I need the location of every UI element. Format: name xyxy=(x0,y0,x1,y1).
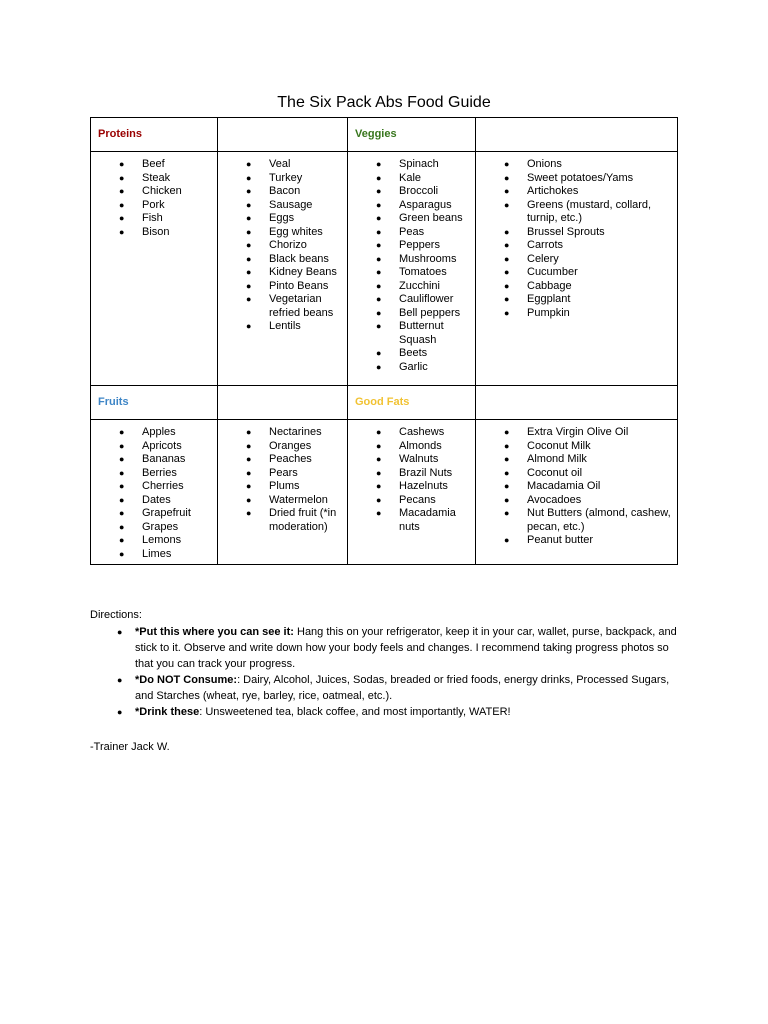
list-item-text: Beef xyxy=(142,158,165,170)
header-cell-proteins xyxy=(91,118,218,152)
list-item-text: Lentils xyxy=(269,320,301,332)
bullet-icon: ● xyxy=(117,675,123,685)
page-title: The Six Pack Abs Food Guide xyxy=(277,94,491,111)
list-item-text: Sausage xyxy=(269,198,313,211)
list-item-text: Egg whites xyxy=(269,225,323,238)
list-item xyxy=(348,253,475,267)
list-item xyxy=(218,212,347,226)
list-item-text: Asparagus xyxy=(399,198,452,211)
bullet-icon: ● xyxy=(246,226,252,237)
list-item xyxy=(91,480,217,494)
list-item xyxy=(91,507,217,521)
bullet-icon: ● xyxy=(504,267,510,277)
list-item-text: Zucchini xyxy=(399,279,440,292)
bullet-icon: ● xyxy=(376,172,382,183)
list-item xyxy=(348,426,475,440)
list-item xyxy=(218,185,347,199)
bullet-icon: ● xyxy=(376,440,382,451)
list-item xyxy=(91,426,217,440)
bullet-icon: ● xyxy=(376,186,382,196)
bullet-icon: ● xyxy=(117,707,123,717)
bullet-icon: ● xyxy=(504,172,510,183)
bullet-icon: ● xyxy=(504,427,510,437)
list-item-text: Carrots xyxy=(527,239,564,251)
list-item xyxy=(218,480,347,494)
list-item-text: Peppers xyxy=(399,239,440,251)
list-item-text: Limes xyxy=(142,547,172,560)
proteins-list xyxy=(91,158,217,239)
list-item xyxy=(348,172,475,186)
bullet-icon: ● xyxy=(376,294,382,304)
list-item xyxy=(91,494,217,508)
list-item xyxy=(348,185,475,199)
veggies-list xyxy=(476,158,677,320)
bullet-icon: ● xyxy=(246,294,252,304)
list-item xyxy=(348,440,475,454)
bullet-icon: ● xyxy=(246,213,252,223)
list-item xyxy=(218,293,347,320)
list-item-text: Pumpkin xyxy=(527,306,570,319)
list-item xyxy=(218,172,347,186)
bullet-icon: ● xyxy=(246,172,252,183)
list-item-text: Steak xyxy=(142,171,171,184)
list-item-text: Hazelnuts xyxy=(399,480,448,492)
bullet-icon: ● xyxy=(246,454,252,464)
direction-item-heading: *Put this where you can see it: xyxy=(135,626,294,638)
list-item xyxy=(91,453,217,467)
bullet-icon: ● xyxy=(376,467,382,478)
list-item-text: Eggs xyxy=(269,212,295,224)
list-item xyxy=(348,307,475,321)
list-item-text: Plums xyxy=(269,480,300,492)
list-item-text: Cherries xyxy=(142,480,184,492)
header-cell-empty xyxy=(218,386,348,420)
bullet-icon: ● xyxy=(376,494,382,505)
list-item-text: Kidney Beans xyxy=(269,266,337,278)
header-cell-empty xyxy=(218,118,348,152)
list-item-text: Onions xyxy=(527,158,562,170)
list-item-text: Chorizo xyxy=(269,239,307,251)
list-item xyxy=(218,507,347,534)
list-item-text: Broccoli xyxy=(399,185,439,197)
list-item-text: Oranges xyxy=(269,439,312,452)
list-item xyxy=(476,158,677,172)
directions-heading-colon: : xyxy=(138,609,142,621)
direction-item-heading: *Do NOT Consume: xyxy=(135,674,238,686)
list-item xyxy=(476,426,677,440)
bullet-icon: ● xyxy=(376,348,382,358)
bullet-icon: ● xyxy=(504,494,510,505)
bullet-icon: ● xyxy=(246,280,252,291)
bullet-icon: ● xyxy=(376,427,382,437)
bullet-icon: ● xyxy=(376,361,382,372)
list-item xyxy=(348,453,475,467)
list-item-text: Nectarines xyxy=(269,426,322,438)
bullet-icon: ● xyxy=(504,199,510,210)
bullet-icon: ● xyxy=(376,454,382,464)
list-item xyxy=(218,266,347,280)
list-item xyxy=(348,199,475,213)
bullet-icon: ● xyxy=(376,307,382,318)
list-item-text: Extra Virgin Olive Oil xyxy=(527,426,629,438)
list-item-text: Macadamia Oil xyxy=(527,480,601,492)
list-item-text: Vegetarian refried beans xyxy=(269,293,334,319)
list-cell xyxy=(91,152,218,386)
signature: -Trainer Jack W. xyxy=(90,741,170,753)
list-item xyxy=(218,226,347,240)
list-item xyxy=(91,158,217,172)
list-item-text: Peaches xyxy=(269,453,312,465)
bullet-icon: ● xyxy=(504,440,510,451)
list-item xyxy=(218,440,347,454)
list-item xyxy=(476,226,677,240)
list-item xyxy=(91,467,217,481)
bullet-icon: ● xyxy=(376,481,382,491)
header-cell-empty xyxy=(476,118,678,152)
bullet-icon: ● xyxy=(504,467,510,478)
bullet-icon: ● xyxy=(376,321,382,331)
list-item xyxy=(91,548,217,562)
list-item-text: Walnuts xyxy=(399,453,439,465)
bullet-icon: ● xyxy=(504,508,510,518)
list-item-text: Grapes xyxy=(142,520,179,533)
list-item-text: Pears xyxy=(269,466,298,479)
list-item xyxy=(218,453,347,467)
list-item-text: Artichokes xyxy=(527,185,579,197)
bullet-icon: ● xyxy=(119,508,125,518)
list-item xyxy=(91,521,217,535)
list-item-text: Watermelon xyxy=(269,493,328,506)
bullet-icon: ● xyxy=(246,508,252,518)
table-header-row xyxy=(91,118,678,152)
list-item-text: Green beans xyxy=(399,212,463,224)
list-item-text: Tomatoes xyxy=(399,266,447,278)
list-item xyxy=(91,440,217,454)
bullet-icon: ● xyxy=(119,535,125,545)
direction-item-heading: *Drink these xyxy=(135,706,200,718)
list-item-text: Butternut Squash xyxy=(399,320,444,346)
list-item xyxy=(348,266,475,280)
list-item-text: Cauliflower xyxy=(399,293,454,305)
list-item xyxy=(476,199,677,226)
direction-item-text: Hang this on your refrigerator, keep it in your car, wallet, purse, backpack, and stick to it. Observe and write down how your body feels and changes. I recommend taking progress photos so that you can track your progress. xyxy=(135,626,677,670)
list-item xyxy=(348,212,475,226)
list-item xyxy=(91,226,217,240)
header-cell-veggies xyxy=(348,118,476,152)
bullet-icon: ● xyxy=(376,213,382,223)
list-item xyxy=(476,239,677,253)
bullet-icon: ● xyxy=(246,267,252,277)
list-item xyxy=(218,426,347,440)
good-fats-label: Good Fats xyxy=(355,395,410,408)
bullet-icon: ● xyxy=(119,159,125,169)
list-item-text: Chicken xyxy=(142,185,182,197)
list-item-text: Grapefruit xyxy=(142,507,191,519)
list-item-text: Avocadoes xyxy=(527,493,582,506)
list-item xyxy=(476,453,677,467)
list-item-text: Almonds xyxy=(399,439,442,452)
list-item xyxy=(218,158,347,172)
list-item xyxy=(348,158,475,172)
list-item-text: Pinto Beans xyxy=(269,279,329,292)
bullet-icon: ● xyxy=(376,240,382,250)
bullet-icon: ● xyxy=(119,481,125,491)
bullet-icon: ● xyxy=(246,467,252,478)
proteins-label: Proteins xyxy=(98,127,143,140)
bullet-icon: ● xyxy=(504,481,510,491)
list-item xyxy=(348,320,475,347)
bullet-icon: ● xyxy=(504,307,510,318)
list-item-text: Greens (mustard, collard, turnip, etc.) xyxy=(527,198,652,224)
bullet-icon: ● xyxy=(246,481,252,491)
list-item xyxy=(476,467,677,481)
list-item xyxy=(476,480,677,494)
direction-item xyxy=(90,624,680,672)
bullet-icon: ● xyxy=(246,199,252,210)
bullet-icon: ● xyxy=(376,280,382,291)
veggies-list xyxy=(348,158,475,374)
list-item-text: Spinach xyxy=(399,158,439,170)
list-item xyxy=(348,226,475,240)
bullet-icon: ● xyxy=(119,467,125,478)
list-item-text: Black beans xyxy=(269,252,329,265)
list-item-text: Eggplant xyxy=(527,293,571,305)
list-item-text: Veal xyxy=(269,158,291,170)
bullet-icon: ● xyxy=(376,267,382,277)
list-item-text: Apricots xyxy=(142,439,182,452)
proteins-list xyxy=(218,158,347,334)
list-item-text: Celery xyxy=(527,252,559,265)
list-item xyxy=(476,185,677,199)
list-item xyxy=(218,253,347,267)
fruits-label: Fruits xyxy=(98,395,129,408)
list-item xyxy=(218,320,347,334)
direction-item-text: : Dairy, Alcohol, Juices, Sodas, breaded or fried foods, energy drinks, Processed Sugars, and Starches (wheat, rye, barley, rice, oatmeal, etc.). xyxy=(135,674,670,702)
directions-list xyxy=(90,624,680,720)
directions-section xyxy=(90,607,680,720)
list-cell xyxy=(218,152,348,386)
good-fats-list xyxy=(348,426,475,534)
list-item-text: Pork xyxy=(142,198,165,211)
list-item-text: Brussel Sprouts xyxy=(527,225,605,238)
list-item-text: Garlic xyxy=(399,360,428,373)
bullet-icon: ● xyxy=(504,240,510,250)
list-item-text: Coconut Milk xyxy=(527,439,591,452)
list-item xyxy=(218,239,347,253)
list-item xyxy=(218,467,347,481)
veggies-label: Veggies xyxy=(355,127,397,140)
list-item-text: Fish xyxy=(142,212,163,224)
food-guide-table xyxy=(90,117,678,565)
bullet-icon: ● xyxy=(376,226,382,237)
list-cell xyxy=(476,152,678,386)
list-item-text: Pecans xyxy=(399,493,436,506)
list-cell xyxy=(348,420,476,565)
list-item-text: Dates xyxy=(142,493,171,506)
bullet-icon: ● xyxy=(117,627,123,637)
bullet-icon: ● xyxy=(246,440,252,451)
bullet-icon: ● xyxy=(504,454,510,464)
list-item xyxy=(476,280,677,294)
bullet-icon: ● xyxy=(246,321,252,331)
bullet-icon: ● xyxy=(246,159,252,169)
list-item-text: Sweet potatoes/Yams xyxy=(527,171,634,184)
list-cell xyxy=(218,420,348,565)
list-item-text: Peas xyxy=(399,225,425,238)
list-item xyxy=(91,212,217,226)
header-cell-empty xyxy=(476,386,678,420)
bullet-icon: ● xyxy=(376,159,382,169)
header-cell-good-fats xyxy=(348,386,476,420)
bullet-icon: ● xyxy=(119,199,125,210)
list-item xyxy=(348,347,475,361)
table-header-row xyxy=(91,386,678,420)
list-item-text: Mushrooms xyxy=(399,252,457,265)
list-cell xyxy=(91,420,218,565)
list-item xyxy=(218,280,347,294)
list-item xyxy=(348,293,475,307)
list-item-text: Cucumber xyxy=(527,266,578,278)
directions-heading xyxy=(90,607,680,623)
list-item-text: Apples xyxy=(142,426,176,438)
bullet-icon: ● xyxy=(504,535,510,545)
bullet-icon: ● xyxy=(246,253,252,264)
bullet-icon: ● xyxy=(119,186,125,196)
list-item xyxy=(348,239,475,253)
table-list-row xyxy=(91,420,678,565)
list-item xyxy=(348,467,475,481)
bullet-icon: ● xyxy=(504,294,510,304)
bullet-icon: ● xyxy=(119,213,125,223)
list-item-text: Cashews xyxy=(399,426,445,438)
bullet-icon: ● xyxy=(504,226,510,237)
list-item xyxy=(476,307,677,321)
list-item-text: Nut Butters (almond, cashew, pecan, etc.) xyxy=(527,507,671,533)
table-list-row xyxy=(91,152,678,386)
bullet-icon: ● xyxy=(119,226,125,237)
bullet-icon: ● xyxy=(376,199,382,210)
directions-heading-text: Directions xyxy=(90,609,139,621)
list-item-text: Lemons xyxy=(142,534,182,546)
bullet-icon: ● xyxy=(504,186,510,196)
list-item-text: Peanut butter xyxy=(527,534,594,546)
bullet-icon: ● xyxy=(119,548,125,559)
bullet-icon: ● xyxy=(119,521,125,532)
bullet-icon: ● xyxy=(246,494,252,505)
list-item xyxy=(218,199,347,213)
list-item xyxy=(91,185,217,199)
bullet-icon: ● xyxy=(119,440,125,451)
list-item-text: Bell peppers xyxy=(399,306,461,319)
list-item xyxy=(476,534,677,548)
list-item xyxy=(476,266,677,280)
list-item xyxy=(348,494,475,508)
list-item-text: Dried fruit (*in moderation) xyxy=(269,507,337,533)
header-cell-fruits xyxy=(91,386,218,420)
list-item-text: Beets xyxy=(399,347,428,359)
bullet-icon: ● xyxy=(376,253,382,264)
direction-item xyxy=(90,704,680,720)
bullet-icon: ● xyxy=(376,508,382,518)
bullet-icon: ● xyxy=(246,186,252,196)
list-item-text: Turkey xyxy=(269,171,303,184)
list-item xyxy=(348,480,475,494)
fruits-list xyxy=(91,426,217,561)
list-item-text: Bananas xyxy=(142,453,186,465)
list-cell xyxy=(476,420,678,565)
bullet-icon: ● xyxy=(119,454,125,464)
bullet-icon: ● xyxy=(119,172,125,183)
fruits-list xyxy=(218,426,347,534)
direction-item xyxy=(90,672,680,704)
bullet-icon: ● xyxy=(504,159,510,169)
list-item-text: Almond Milk xyxy=(527,453,587,465)
list-item-text: Bacon xyxy=(269,185,301,197)
list-item xyxy=(476,440,677,454)
bullet-icon: ● xyxy=(119,427,125,437)
list-item-text: Kale xyxy=(399,171,422,184)
list-item-text: Bison xyxy=(142,225,170,238)
list-item-text: Berries xyxy=(142,466,177,479)
list-item xyxy=(476,507,677,534)
list-item xyxy=(348,280,475,294)
list-item-text: Brazil Nuts xyxy=(399,466,453,479)
list-item xyxy=(91,199,217,213)
list-item xyxy=(476,172,677,186)
list-item-text: Cabbage xyxy=(527,279,572,292)
list-item-text: Macadamia nuts xyxy=(399,507,456,533)
list-item xyxy=(476,293,677,307)
bullet-icon: ● xyxy=(246,427,252,437)
direction-item-text: : Unsweetened tea, black coffee, and most importantly, WATER! xyxy=(199,706,511,718)
list-item xyxy=(348,507,475,534)
list-item-text: Coconut oil xyxy=(527,466,583,479)
list-item xyxy=(91,534,217,548)
list-item xyxy=(476,253,677,267)
bullet-icon: ● xyxy=(246,240,252,250)
bullet-icon: ● xyxy=(504,280,510,291)
bullet-icon: ● xyxy=(119,494,125,505)
list-item xyxy=(348,361,475,375)
list-item xyxy=(91,172,217,186)
good-fats-list xyxy=(476,426,677,548)
bullet-icon: ● xyxy=(504,253,510,264)
list-item xyxy=(218,494,347,508)
list-item xyxy=(476,494,677,508)
list-cell xyxy=(348,152,476,386)
